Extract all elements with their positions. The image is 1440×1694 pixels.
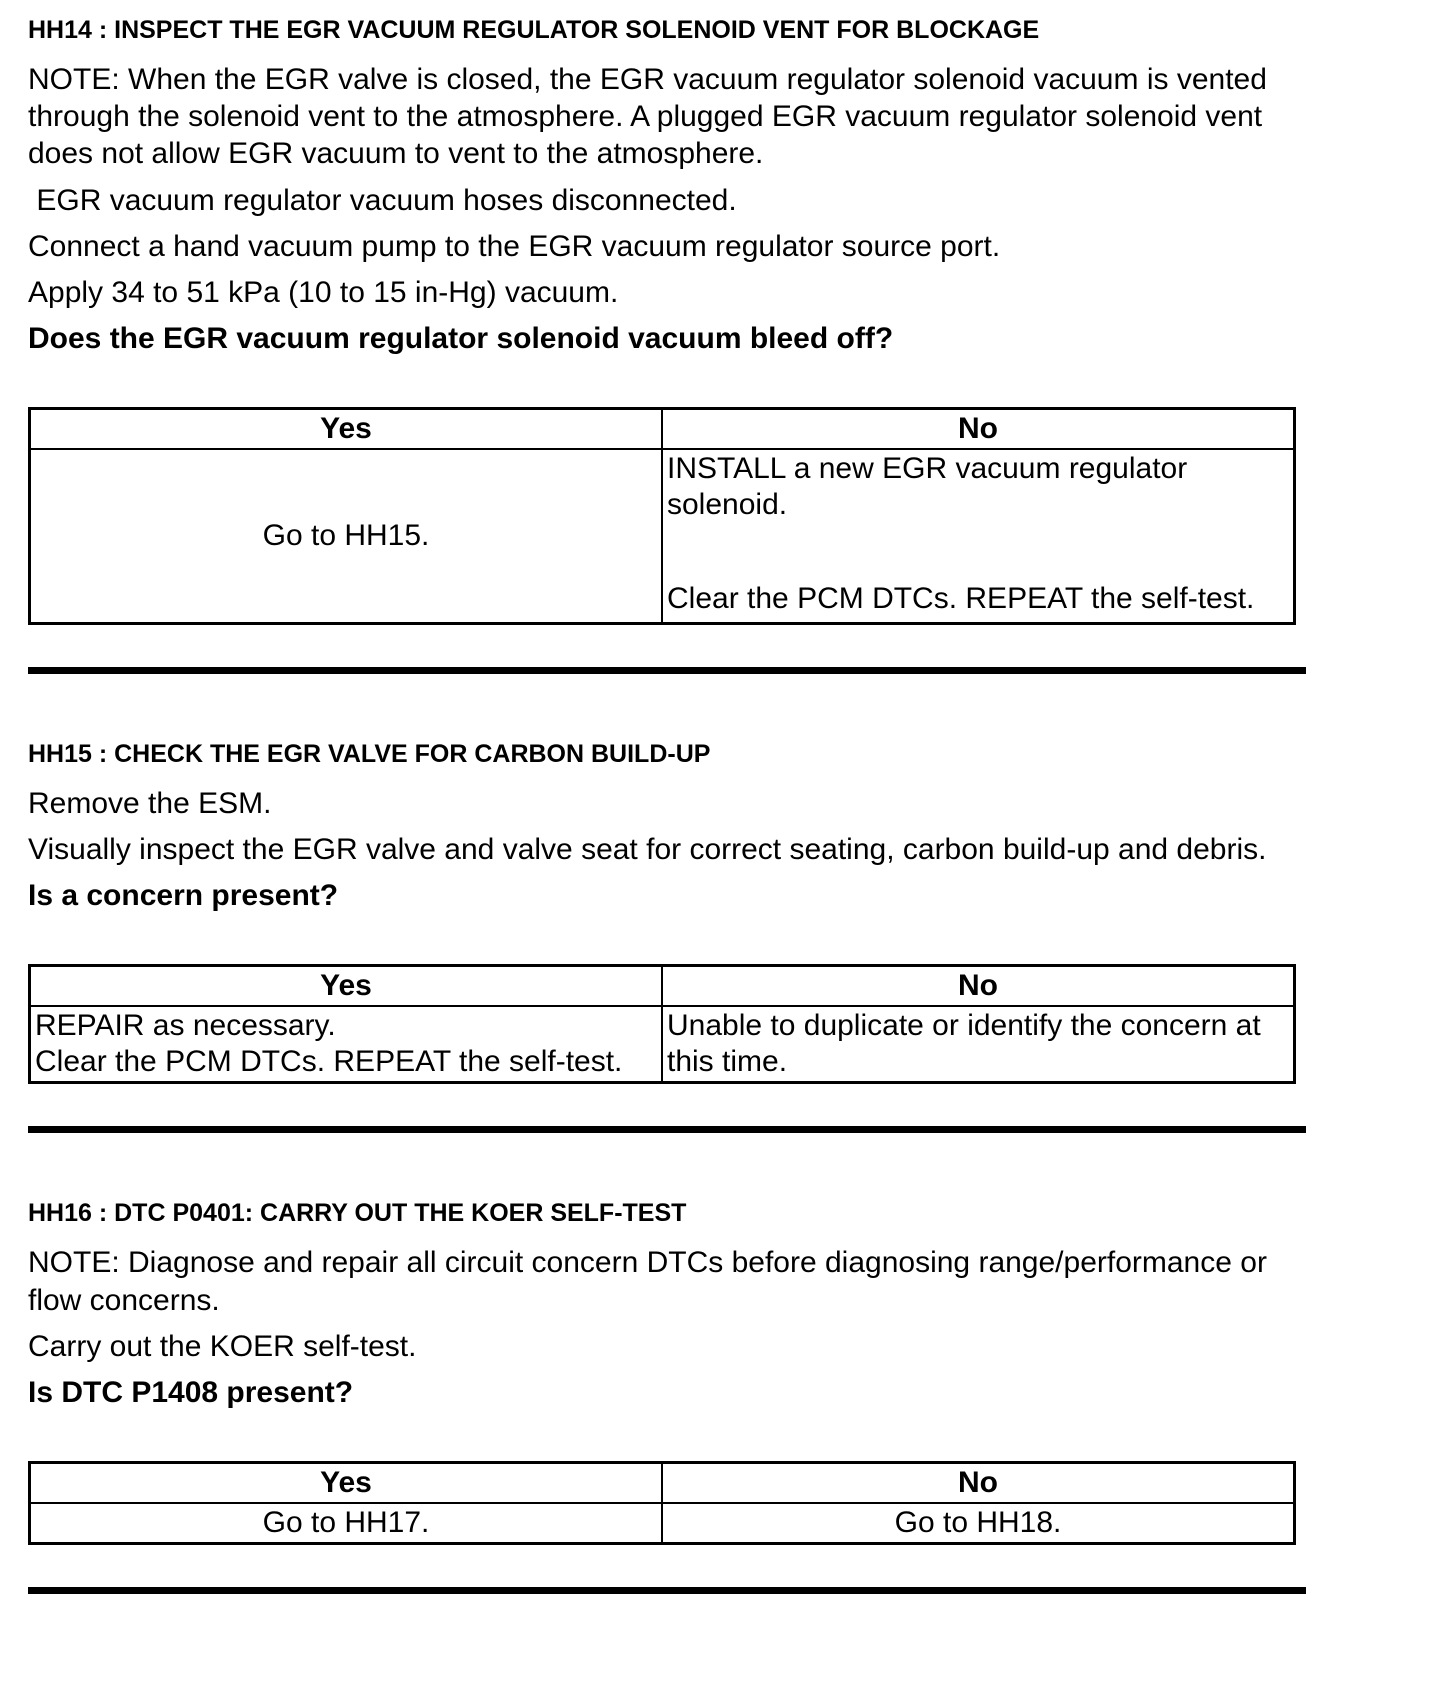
paragraph-step: Visually inspect the EGR valve and valve seat for correct seating, carbon build-up and debris. [28, 833, 1267, 866]
section-hh16 [28, 1199, 1306, 1545]
paragraph-step: Apply 34 to 51 kPa (10 to 15 in-Hg) vacuum. [28, 275, 619, 309]
table-header-row [30, 966, 1295, 1007]
paragraph-step: Carry out the KOER self-test. [28, 1329, 417, 1363]
table-header-yes: Yes [30, 1463, 663, 1504]
section-divider [28, 1126, 1306, 1133]
no-action-text: Go to HH18. [894, 1506, 1062, 1540]
yes-cell [30, 1006, 663, 1083]
section-hh16-heading: HH16 : DTC P0401: CARRY OUT THE KOER SELF-TEST [28, 1199, 687, 1228]
question-text: Is a concern present? [28, 879, 339, 913]
table-row [30, 1006, 1295, 1083]
document-page [28, 16, 1408, 1594]
paragraph-note: NOTE: Diagnose and repair all circuit concern DTCs before diagnosing range/performance or flow concerns. [28, 1246, 1276, 1317]
no-action-text: INSTALL a new EGR vacuum regulator solenoid. [667, 452, 1188, 522]
yes-cell [30, 449, 663, 623]
no-action-text: Unable to duplicate or identify the concern at this time. [667, 1009, 1261, 1079]
paragraph-note: NOTE: When the EGR valve is closed, the EGR vacuum regulator solenoid vacuum is vented through the solenoid vent to the atmosphere. A plugged EGR vacuum regulator solenoid vent does not allow EGR vacuum to vent to the atmosphere. [28, 63, 1276, 171]
table-row [30, 449, 1295, 623]
paragraph-step: Remove the ESM. [28, 786, 272, 820]
section-hh15 [28, 740, 1306, 1085]
decision-table-hh15 [28, 964, 1296, 1084]
table-header-no: No [662, 966, 1295, 1007]
table-header-no: No [662, 1463, 1295, 1504]
table-header-yes: Yes [30, 409, 663, 450]
no-action-text: Clear the PCM DTCs. REPEAT the self-test. [667, 582, 1255, 616]
question-text: Is DTC P1408 present? [28, 1375, 354, 1409]
no-cell [662, 1006, 1295, 1083]
decision-table-hh16 [28, 1461, 1296, 1545]
yes-cell [30, 1503, 663, 1544]
no-cell [662, 1503, 1295, 1544]
table-row [30, 1503, 1295, 1544]
table-header-row [30, 409, 1295, 450]
table-header-yes: Yes [30, 966, 663, 1007]
decision-table-hh14 [28, 407, 1296, 625]
question-text: Does the EGR vacuum regulator solenoid vacuum bleed off? [28, 322, 894, 356]
no-cell-content [667, 451, 1289, 617]
table-header-row [30, 1463, 1295, 1504]
section-hh14 [28, 16, 1306, 625]
paragraph-step: EGR vacuum regulator vacuum hoses disconnected. [28, 183, 737, 217]
yes-action-text: REPAIR as necessary. [35, 1009, 336, 1043]
yes-action-text: Go to HH17. [262, 1506, 430, 1540]
yes-action-text: Clear the PCM DTCs. REPEAT the self-test. [35, 1045, 623, 1079]
section-hh14-heading: HH14 : INSPECT THE EGR VACUUM REGULATOR SOLENOID VENT FOR BLOCKAGE [28, 16, 1040, 44]
table-header-no: No [662, 409, 1295, 450]
no-cell [662, 449, 1295, 623]
section-divider [28, 1587, 1306, 1594]
section-divider [28, 667, 1306, 674]
yes-action-text: Go to HH15. [262, 519, 430, 553]
section-hh15-heading: HH15 : CHECK THE EGR VALVE FOR CARBON BUILD-UP [28, 739, 711, 768]
paragraph-step: Connect a hand vacuum pump to the EGR vacuum regulator source port. [28, 229, 1001, 263]
